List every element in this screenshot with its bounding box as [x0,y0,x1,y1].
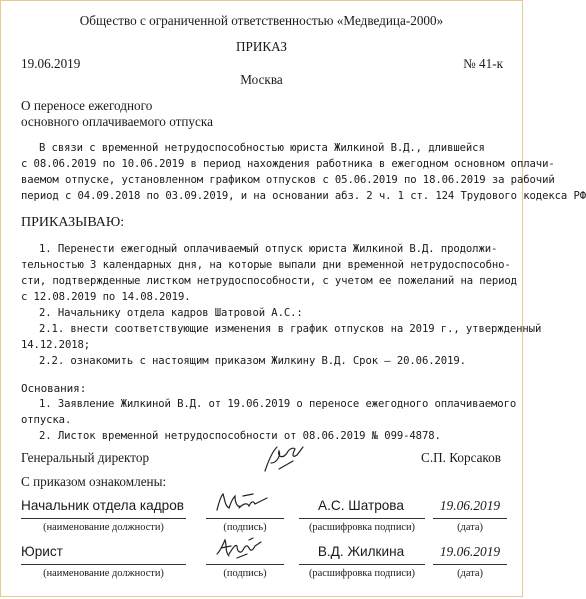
signature-line [206,518,284,519]
acquainted-position: Начальник отдела кадров [21,498,184,513]
order-item-line: с 12.08.2019 по 14.08.2019. [21,291,191,303]
acquainted-name: В.Д. Жилкина [317,544,405,559]
preamble-line: В связи с временной нетрудоспособностью юриста Жилкиной В.Д., длившейся [39,142,485,154]
decoding-line [299,518,425,519]
preamble-line: период с 04.09.2018 по 03.09.2019, и на основании абз. 2 ч. 1 ст. 124 Трудового кодекса РФ [21,190,586,202]
acquainted-date: 19.06.2019 [439,498,501,513]
decoding-caption: (расшифровка подписи) [308,522,416,533]
grounds-line: 1. Заявление Жилкиной В.Д. от 19.06.2019 о переносе ежегодного оплачиваемого [39,398,517,410]
order-item-line: тельностью 3 календарных дня, на которые выпали дни временной нетрудоспособно- [21,259,511,271]
signature-caption: (подпись) [223,568,267,579]
date-caption: (дата) [457,568,483,579]
position-caption: (наименование должности) [43,568,164,579]
director-position: Генеральный директор [21,450,150,465]
order-number: № 41-к [463,56,503,71]
grounds-heading: Основания: [21,382,87,395]
order-date: 19.06.2019 [21,56,81,71]
decoding-caption: (расшифровка подписи) [308,568,416,579]
order-item-line: 1. Перенести ежегодный оплачиваемый отпуск юриста Жилкиной В.Д. продолжи- [39,243,498,255]
date-caption: (дата) [457,522,483,533]
shatrova-signature [213,488,271,518]
order-item-line: 2.1. внести соответствующие изменения в график отпусков на 2019 г., утвержденный [39,323,542,335]
document-type: ПРИКАЗ [236,39,287,54]
order-item-line: 2. Начальнику отдела кадров Шатровой А.С.: [39,307,303,319]
acquainted-date: 19.06.2019 [439,544,501,559]
zhilkina-signature [213,534,271,564]
decoding-line [299,564,425,565]
organization-name: Общество с ограниченной ответственностью «Медведица-2000» [79,13,444,28]
position-line [21,518,186,519]
position-caption: (наименование должности) [43,522,164,533]
signature-caption: (подпись) [223,522,267,533]
acquainted-position: Юрист [21,544,63,559]
preamble-line: с 08.06.2019 по 10.06.2019 в период нахождения работника в ежегодном основном оплачи- [21,158,555,170]
grounds-line: 2. Листок временной нетрудоспособности от 08.06.2019 № 099-4878. [39,430,441,442]
signature-line [206,564,284,565]
order-heading: ПРИКАЗЫВАЮ: [21,215,125,230]
acquainted-name: А.С. Шатрова [318,498,404,513]
date-line [433,518,507,519]
order-item-line: 2.2. ознакомить с настоящим приказом Жилкину В.Д. Срок – 20.06.2019. [39,355,466,367]
director-signature [259,441,307,477]
subject-line-2: основного оплачиваемого отпуска [21,114,213,129]
order-item-line: 14.12.2018; [21,339,91,351]
order-item-line: сти, подтвержденные листком нетрудоспособности, с учетом ее пожеланий на период [21,275,517,287]
subject-line-1: О переносе ежегодного [21,98,153,113]
preamble-line: ваемом отпуске, установленном графиком отпусков с 05.06.2019 по 18.06.2019 за рабочий [21,174,555,186]
position-line [21,564,186,565]
order-city: Москва [240,72,283,87]
director-name: С.П. Корсаков [421,450,501,465]
grounds-line: отпуска. [21,414,72,426]
date-line [433,564,507,565]
acquainted-heading: С приказом ознакомлены: [21,474,167,489]
